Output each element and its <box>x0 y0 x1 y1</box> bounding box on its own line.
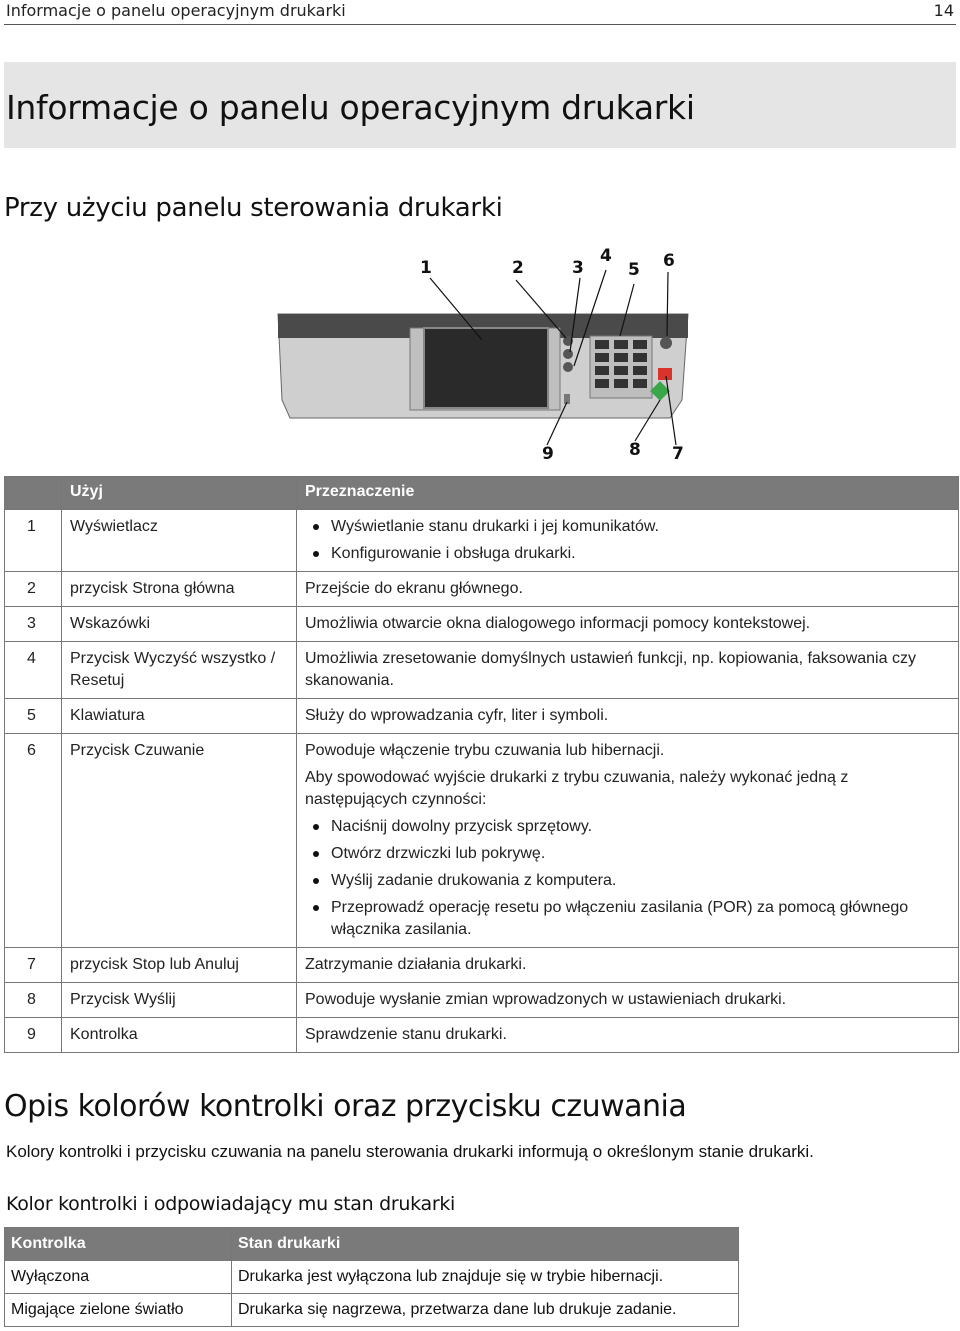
page-number: 14 <box>933 1 954 20</box>
row-use: Wyświetlacz <box>62 510 297 572</box>
purpose-bullet: Konfigurowanie i obsługa drukarki. <box>305 543 950 565</box>
header-use: Użyj <box>62 477 297 510</box>
row-use: przycisk Strona główna <box>62 572 297 607</box>
row-use: Przycisk Wyczyść wszystko / Resetuj <box>62 642 297 699</box>
purpose-bullet: Otwórz drzwiczki lub pokrywę. <box>305 843 950 865</box>
table-row <box>5 699 959 734</box>
table-row <box>5 572 959 607</box>
purpose-bullet: Przeprowadź operację resetu po włączeniu zasilania (POR) za pomocą głównego włącznika zasilania. <box>305 897 950 941</box>
table-row <box>5 734 959 948</box>
row-use: Przycisk Czuwanie <box>62 734 297 948</box>
row-number: 3 <box>5 607 62 642</box>
row-purpose: Umożliwia zresetowanie domyślnych ustawień funkcji, np. kopiowania, faksowania czy skanowania. <box>297 642 959 699</box>
row-purpose <box>297 510 959 572</box>
table-row <box>5 1261 739 1294</box>
header-printer-state: Stan drukarki <box>232 1228 739 1261</box>
purpose-bullet: Wyświetlanie stanu drukarki i jej komunikatów. <box>305 516 950 538</box>
row-purpose: Umożliwia otwarcie okna dialogowego informacji pomocy kontekstowej. <box>297 607 959 642</box>
purpose-text-2: Aby spowodować wyjście drukarki z trybu czuwania, należy wykonać jedną z następujących czynności: <box>305 769 849 808</box>
purpose-text: Powoduje włączenie trybu czuwania lub hibernacji. <box>305 742 665 759</box>
table-row <box>5 510 959 572</box>
table-row <box>5 607 959 642</box>
row-use: Klawiatura <box>62 699 297 734</box>
reset-button-icon <box>563 362 573 372</box>
callout-3: 3 <box>572 258 584 278</box>
table-row <box>5 983 959 1018</box>
row-number: 8 <box>5 983 62 1018</box>
running-header-title: Informacje o panelu operacyjnym drukarki <box>6 1 346 20</box>
row-use: przycisk Stop lub Anuluj <box>62 948 297 983</box>
purpose-bullet: Naciśnij dowolny przycisk sprzętowy. <box>305 816 950 838</box>
row-number: 1 <box>5 510 62 572</box>
row-number: 4 <box>5 642 62 699</box>
row-purpose: Przejście do ekranu głównego. <box>297 572 959 607</box>
printer-state: Drukarka się nagrzewa, przetwarza dane lub drukuje zadanie. <box>232 1294 739 1327</box>
table-header-row <box>5 1228 739 1261</box>
header-indicator: Kontrolka <box>5 1228 232 1261</box>
table-row <box>5 1018 959 1053</box>
colors-section-title: Opis kolorów kontrolki oraz przycisku czuwania <box>4 1089 687 1124</box>
callout-9: 9 <box>542 444 554 464</box>
table-header-row <box>5 477 959 510</box>
callout-6: 6 <box>663 251 675 271</box>
row-number: 5 <box>5 699 62 734</box>
row-purpose <box>297 734 959 948</box>
callout-2: 2 <box>512 258 524 278</box>
row-purpose: Zatrzymanie działania drukarki. <box>297 948 959 983</box>
table-row <box>5 1294 739 1327</box>
indicator-state: Wyłączona <box>5 1261 232 1294</box>
panel-buttons-table <box>4 476 959 1053</box>
row-number: 7 <box>5 948 62 983</box>
printer-state: Drukarka jest wyłączona lub znajduje się w trybie hibernacji. <box>232 1261 739 1294</box>
callout-7: 7 <box>672 444 684 464</box>
sleep-button-icon <box>660 337 672 349</box>
chapter-title: Informacje o panelu operacyjnym drukarki <box>6 88 695 127</box>
callout-4: 4 <box>600 246 612 266</box>
purpose-bullet: Wyślij zadanie drukowania z komputera. <box>305 870 950 892</box>
row-use: Wskazówki <box>62 607 297 642</box>
keypad-icon <box>590 336 652 398</box>
row-number: 6 <box>5 734 62 948</box>
indicator-color-table <box>4 1227 739 1327</box>
table-row <box>5 642 959 699</box>
stop-button-icon <box>658 368 672 380</box>
callout-1: 1 <box>420 258 432 278</box>
row-purpose: Sprawdzenie stanu drukarki. <box>297 1018 959 1053</box>
table-row <box>5 948 959 983</box>
colors-intro-text: Kolory kontrolki i przycisku czuwania na panelu sterowania drukarki informują o określonym stanie drukarki. <box>6 1142 814 1161</box>
row-purpose: Powoduje wysłanie zmian wprowadzonych w ustawieniach drukarki. <box>297 983 959 1018</box>
help-button-icon <box>563 349 573 359</box>
section-title: Przy użyciu panelu sterowania drukarki <box>4 193 503 223</box>
callout-5: 5 <box>628 260 640 280</box>
row-use: Kontrolka <box>62 1018 297 1053</box>
printer-panel-figure <box>270 240 700 470</box>
header-purpose: Przeznaczenie <box>297 477 959 510</box>
header-number <box>5 477 62 510</box>
indicator-state: Migające zielone światło <box>5 1294 232 1327</box>
row-number: 2 <box>5 572 62 607</box>
colors-subtitle: Kolor kontrolki i odpowiadający mu stan drukarki <box>6 1193 456 1215</box>
running-header <box>4 0 956 25</box>
row-purpose: Służy do wprowadzania cyfr, liter i symboli. <box>297 699 959 734</box>
row-use: Przycisk Wyślij <box>62 983 297 1018</box>
callout-8: 8 <box>629 440 641 460</box>
display-screen <box>424 328 548 408</box>
row-number: 9 <box>5 1018 62 1053</box>
